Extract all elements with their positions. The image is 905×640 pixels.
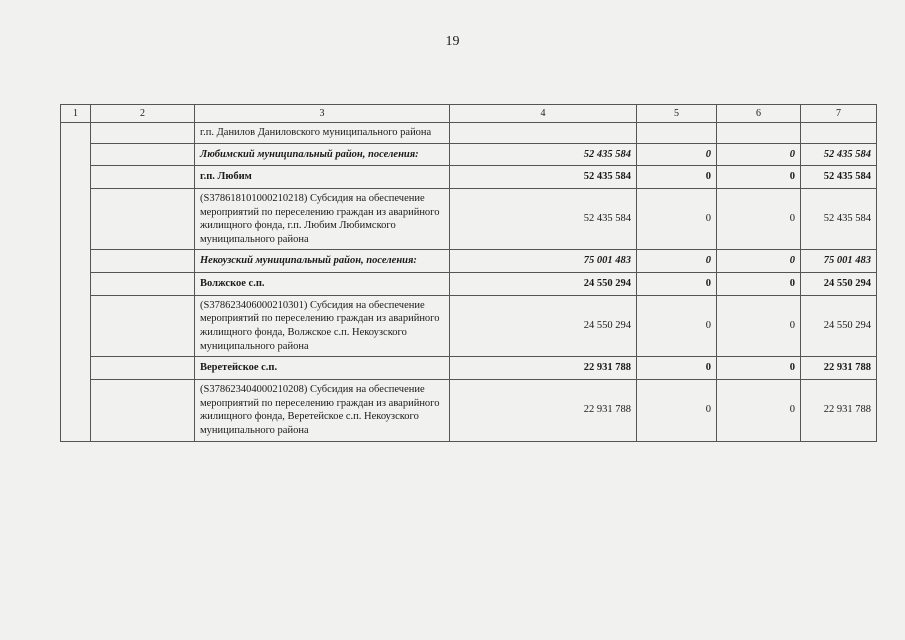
column-4-value: 75 001 483 [450, 250, 637, 273]
column-2-cell [91, 273, 195, 296]
column-7-value: 24 550 294 [801, 273, 877, 296]
table-row [61, 357, 877, 380]
column-7-value: 52 435 584 [801, 166, 877, 189]
column-5-value: 0 [637, 143, 717, 166]
page-number: 19 [445, 34, 460, 49]
column-7-value: 22 931 788 [801, 357, 877, 380]
column-6-value: 0 [717, 379, 801, 441]
column-1-cell [61, 123, 91, 442]
column-2-cell [91, 379, 195, 441]
header-cell: 4 [450, 105, 637, 123]
column-5-value: 0 [637, 188, 717, 250]
row-description: (S378618101000210218) Субсидия на обеспечение мероприятий по переселению граждан из аварийного жилищного фонда, г.п. Любим Любимского муниципального района [195, 188, 450, 250]
column-2-cell [91, 123, 195, 144]
column-4-value: 22 931 788 [450, 357, 637, 380]
table-row [61, 250, 877, 273]
column-2-cell [91, 188, 195, 250]
header-cell: 5 [637, 105, 717, 123]
column-4-value: 24 550 294 [450, 273, 637, 296]
row-description: (S378623404000210208) Субсидия на обеспечение мероприятий по переселению граждан из аварийного жилищного фонда, Веретейское с.п. Некоузского муниципального района [195, 379, 450, 441]
column-2-cell [91, 250, 195, 273]
column-6-value: 0 [717, 295, 801, 357]
column-6-value: 0 [717, 166, 801, 189]
table-row [61, 123, 877, 144]
column-6-value: 0 [717, 143, 801, 166]
budget-table [60, 104, 877, 442]
column-7-value [801, 123, 877, 144]
column-2-cell [91, 143, 195, 166]
column-6-value: 0 [717, 188, 801, 250]
column-6-value: 0 [717, 357, 801, 380]
row-description: (S378623406000210301) Субсидия на обеспечение мероприятий по переселению граждан из аварийного жилищного фонда, Волжское с.п. Некоузского муниципального района [195, 295, 450, 357]
header-cell: 2 [91, 105, 195, 123]
row-description: г.п. Любим [195, 166, 450, 189]
header-cell: 1 [61, 105, 91, 123]
row-description: г.п. Данилов Даниловского муниципального района [195, 123, 450, 144]
table-row [61, 143, 877, 166]
column-4-value: 22 931 788 [450, 379, 637, 441]
column-7-value: 24 550 294 [801, 295, 877, 357]
column-6-value: 0 [717, 273, 801, 296]
table-row [61, 295, 877, 357]
column-5-value: 0 [637, 379, 717, 441]
column-4-value: 52 435 584 [450, 166, 637, 189]
column-2-cell [91, 166, 195, 189]
column-6-value [717, 123, 801, 144]
column-2-cell [91, 295, 195, 357]
row-description: Волжское с.п. [195, 273, 450, 296]
column-7-value: 52 435 584 [801, 143, 877, 166]
table-header-row [61, 105, 877, 123]
header-cell: 6 [717, 105, 801, 123]
table-row [61, 273, 877, 296]
table-row [61, 188, 877, 250]
column-7-value: 52 435 584 [801, 188, 877, 250]
column-4-value: 52 435 584 [450, 188, 637, 250]
column-5-value: 0 [637, 295, 717, 357]
column-5-value: 0 [637, 357, 717, 380]
header-cell: 3 [195, 105, 450, 123]
column-5-value: 0 [637, 166, 717, 189]
column-4-value [450, 123, 637, 144]
row-description: Веретейское с.п. [195, 357, 450, 380]
column-7-value: 22 931 788 [801, 379, 877, 441]
column-5-value: 0 [637, 273, 717, 296]
row-description: Некоузский муниципальный район, поселения: [195, 250, 450, 273]
column-7-value: 75 001 483 [801, 250, 877, 273]
column-5-value [637, 123, 717, 144]
row-description: Любимский муниципальный район, поселения: [195, 143, 450, 166]
header-cell: 7 [801, 105, 877, 123]
column-5-value: 0 [637, 250, 717, 273]
table-row [61, 166, 877, 189]
column-4-value: 52 435 584 [450, 143, 637, 166]
column-6-value: 0 [717, 250, 801, 273]
column-2-cell [91, 357, 195, 380]
table-row [61, 379, 877, 441]
column-4-value: 24 550 294 [450, 295, 637, 357]
